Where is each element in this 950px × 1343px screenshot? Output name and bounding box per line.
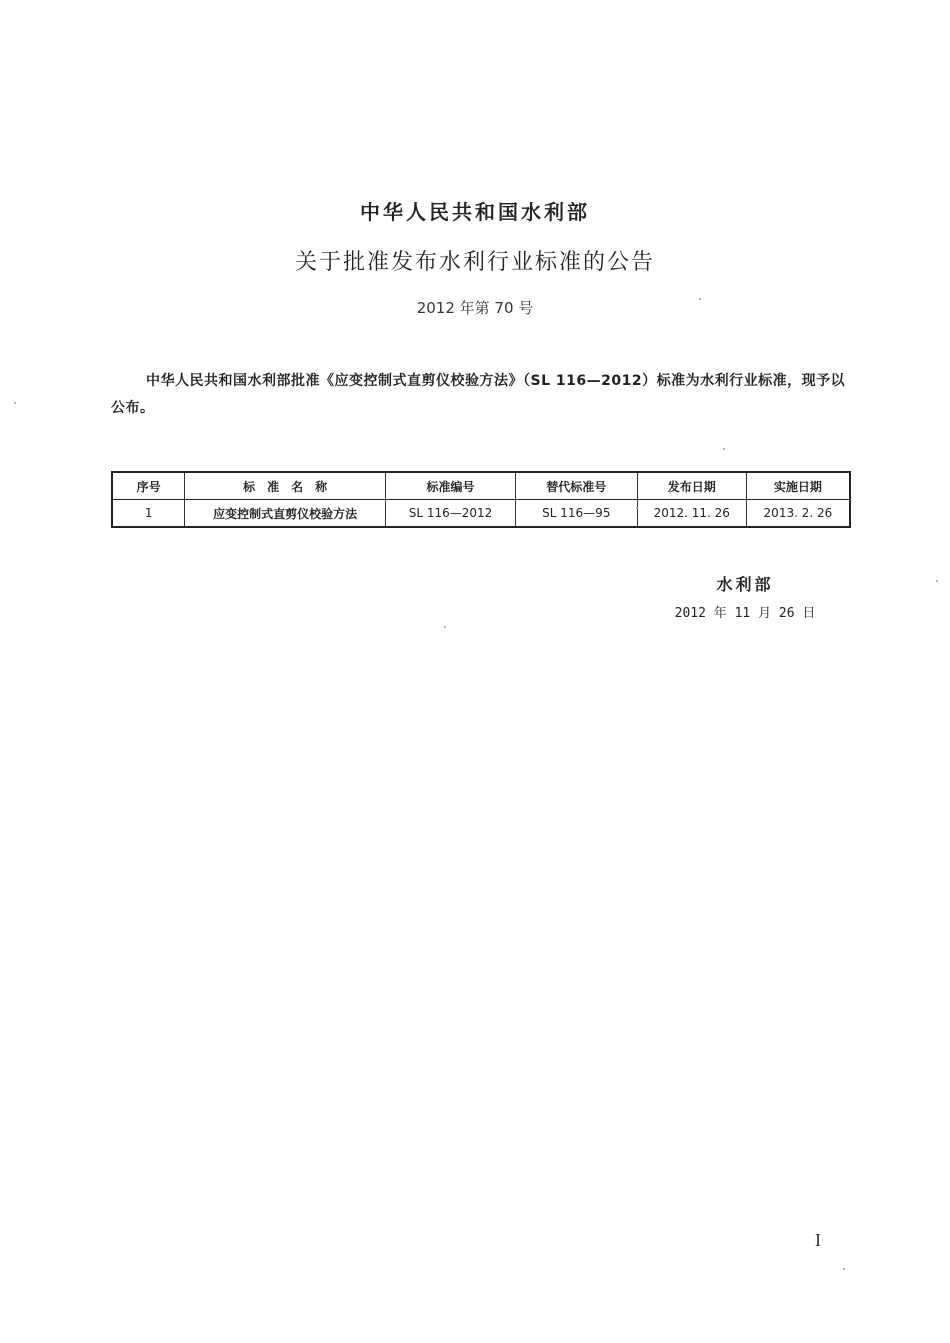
announcement-title: 关于批准发布水利行业标准的公告	[294, 250, 655, 275]
cell-replaced-standard: SL 116—95	[515, 500, 637, 528]
header-standard-code: 标准编号	[386, 472, 516, 500]
scan-speck	[699, 298, 701, 300]
table-header-row	[112, 472, 850, 500]
header-replaced-standard: 替代标准号	[515, 472, 637, 500]
header-effective-date: 实施日期	[746, 472, 850, 500]
header-serial-number: 序号	[112, 472, 185, 500]
header-standard-name: 标 准 名 称	[185, 472, 386, 500]
announcement-number: 2012 年第 70 号	[416, 299, 534, 317]
table-row	[112, 500, 850, 528]
cell-release-date: 2012. 11. 26	[637, 500, 746, 528]
cell-standard-name: 应变控制式直剪仪校验方法	[185, 500, 386, 528]
scan-speck	[723, 448, 725, 450]
signature-organization: 水利部	[716, 575, 774, 594]
ministry-name: 中华人民共和国水利部	[360, 200, 590, 224]
scan-speck	[14, 402, 16, 404]
announcement-body: 中华人民共和国水利部批准《应变控制式直剪仪校验方法》（SL 116—2012）标准为水利行业标准，现予以公布。	[111, 373, 846, 416]
scan-speck	[444, 626, 446, 628]
cell-standard-code: SL 116—2012	[386, 500, 516, 528]
scan-speck	[843, 1268, 845, 1270]
scan-speck	[936, 580, 938, 582]
signature-date: 2012 年 11 月 26 日	[674, 606, 816, 621]
cell-effective-date: 2013. 2. 26	[746, 500, 850, 528]
page-number: I	[815, 1230, 821, 1250]
cell-serial-number: 1	[112, 500, 185, 528]
standards-table	[111, 471, 851, 528]
header-release-date: 发布日期	[637, 472, 746, 500]
scan-speck	[636, 507, 638, 509]
